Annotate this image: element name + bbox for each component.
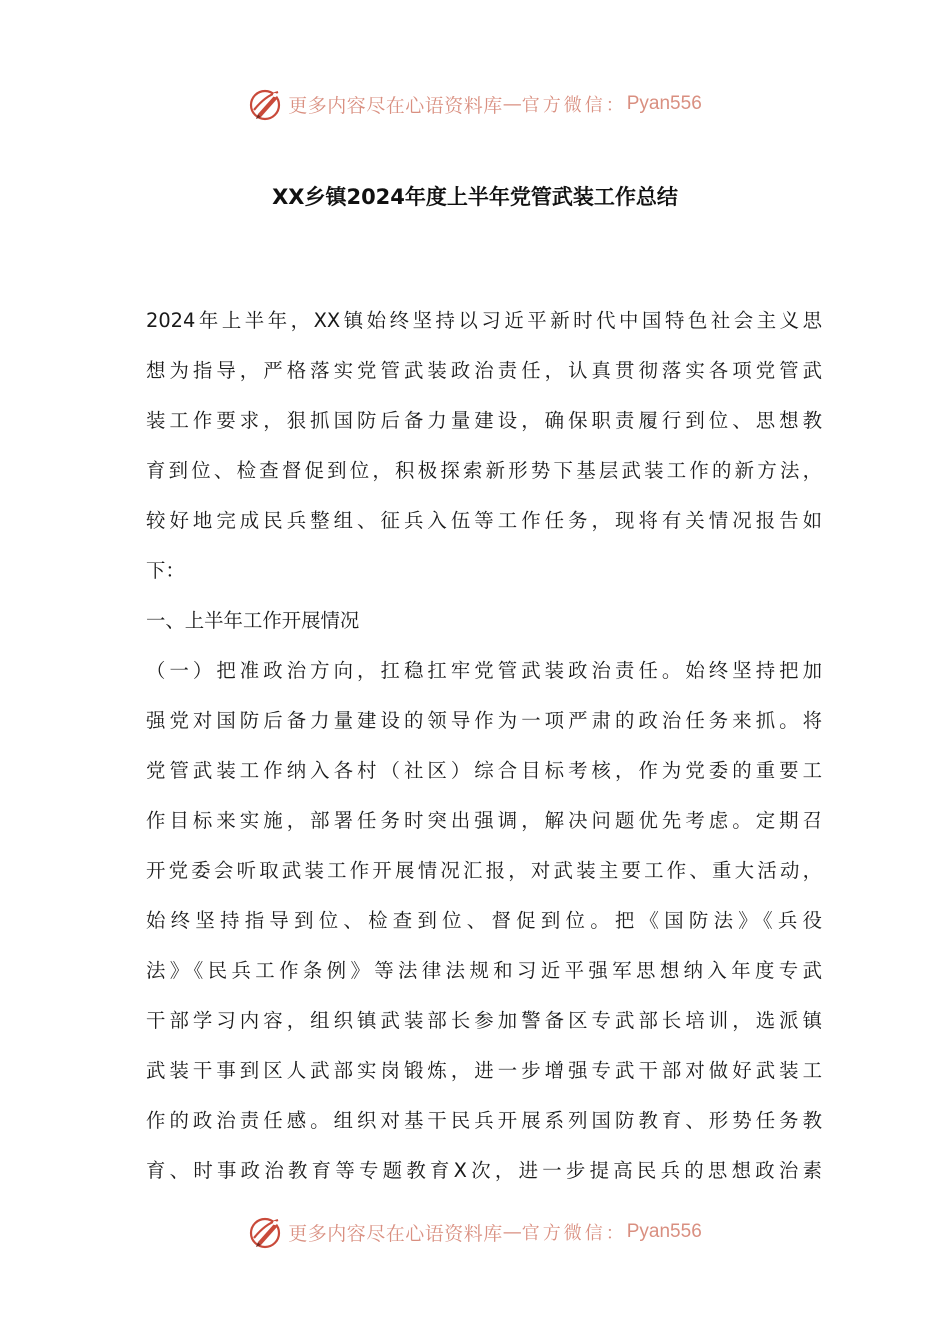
watermark-text: 更多内容尽在心语资料库 [288, 1222, 503, 1245]
body-line: 法》《民兵工作条例》等法律法规和习近平强军思想纳入年度专武 [146, 959, 822, 982]
body-line: 强党对国防后备力量建设的领导作为一项严肃的政治任务来抓。将 [146, 709, 822, 732]
watermark-dash: — [502, 93, 522, 115]
body-line: 武装干事到区人武部实岗锻炼，进一步增强专武干部对做好武装工 [146, 1059, 822, 1082]
body-line: 干部学习内容，组织镇武装部长参加警备区专武部长培训，选派镇 [146, 1009, 822, 1032]
document-title: XX乡镇2024年度上半年党管武装工作总结 [272, 185, 678, 209]
document-body [146, 296, 822, 1196]
watermark-contact-label: 官方微信： [521, 95, 627, 116]
body-line: 育到位、检查督促到位，积极探索新形势下基层武装工作的新方法， [146, 459, 822, 482]
watermark-contact-label: 官方微信： [521, 1223, 627, 1244]
watermark-banner-top [0, 84, 950, 124]
watermark-wechat-id: Pyan556 [626, 1221, 702, 1242]
body-line: （一）把准政治方向，扛稳扛牢党管武装政治责任。始终坚持把加 [146, 659, 822, 682]
body-line: 下： [146, 559, 185, 582]
watermark-wechat-id: Pyan556 [626, 93, 702, 114]
body-line: 开党委会听取武装工作开展情况汇报，对武装主要工作、重大活动， [146, 859, 822, 882]
body-line: 始终坚持指导到位、检查到位、督促到位。把《国防法》《兵役 [146, 909, 822, 932]
section-heading: 一、上半年工作开展情况 [146, 609, 360, 632]
body-line: 2024年上半年，XX镇始终坚持以习近平新时代中国特色社会主义思 [146, 309, 822, 332]
body-line: 作的政治责任感。组织对基干民兵开展系列国防教育、形势任务教 [146, 1109, 822, 1132]
body-line: 较好地完成民兵整组、征兵入伍等工作任务，现将有关情况报告如 [146, 509, 822, 532]
body-line: 作目标来实施，部署任务时突出强调，解决问题优先考虑。定期召 [146, 809, 822, 832]
body-line: 装工作要求，狠抓国防后备力量建设，确保职责履行到位、思想教 [146, 409, 822, 432]
watermark-dash: — [502, 1221, 522, 1243]
body-line: 党管武装工作纳入各村（社区）综合目标考核，作为党委的重要工 [146, 759, 822, 782]
watermark-banner-bottom [0, 1212, 950, 1252]
pen-logo-icon [248, 86, 284, 122]
body-line: 育、时事政治教育等专题教育X次，进一步提高民兵的思想政治素 [146, 1159, 822, 1182]
watermark-text: 更多内容尽在心语资料库 [288, 94, 503, 117]
body-line: 想为指导，严格落实党管武装政治责任，认真贯彻落实各项党管武 [146, 359, 822, 382]
pen-logo-icon [248, 1214, 284, 1250]
